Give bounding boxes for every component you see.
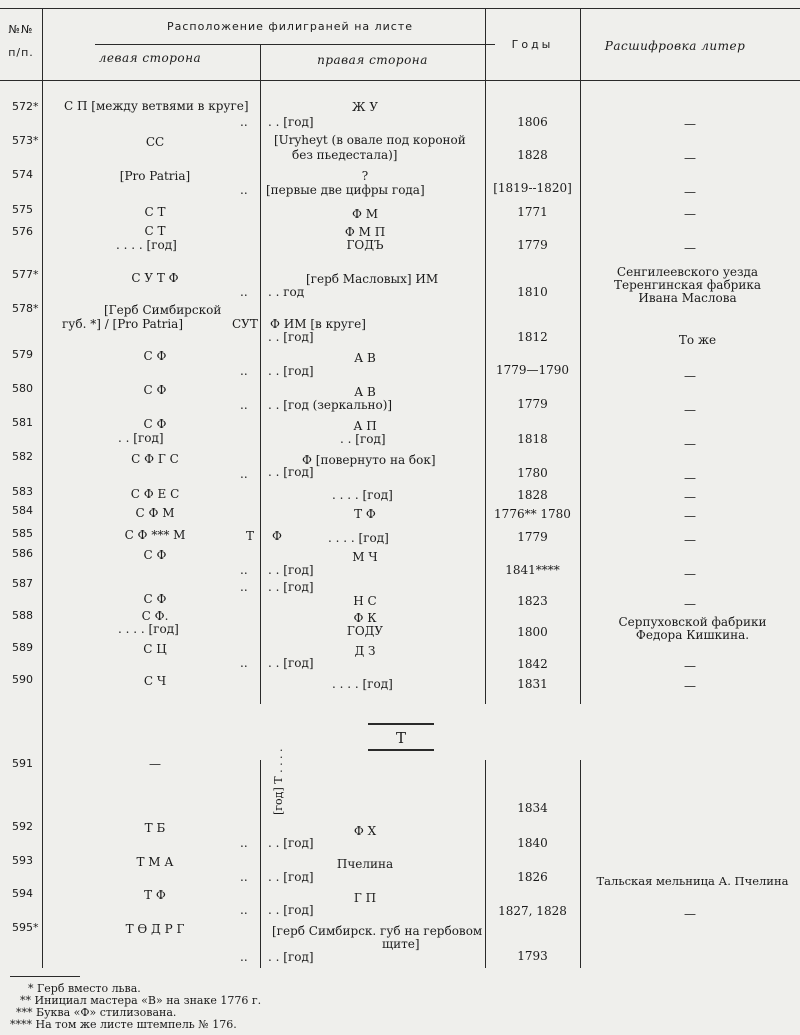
row-num: 585: [12, 527, 33, 540]
right-line1: [герб Масловых] ИМ: [306, 272, 439, 286]
right-line2: . . [год]: [268, 364, 314, 378]
footnote-2: ** Инициал мастера «В» на знаке 1776 г.: [20, 994, 262, 1007]
right-line2: . . [год (зеркально)]: [268, 398, 393, 412]
right-line1: Ф М: [351, 207, 379, 221]
decode: —: [684, 207, 696, 221]
row-num: 584: [12, 504, 33, 517]
row-num: 589: [12, 641, 33, 654]
top-rule: [0, 8, 800, 9]
year: 1828: [517, 148, 548, 162]
row-num: 580: [12, 382, 33, 395]
decode-line1: Сенгилеевского уезда: [616, 265, 759, 279]
left-line2: ..: [240, 580, 248, 594]
right-line1: Ф Х: [353, 824, 377, 838]
left-line1: С Ф.: [141, 609, 169, 623]
row-num: 583: [12, 485, 33, 498]
row-num: 591: [12, 757, 33, 770]
right-line2: . . [год]: [268, 580, 314, 594]
row-num: 586: [12, 547, 33, 560]
header-left-side: левая сторона: [98, 51, 202, 65]
year: 1834: [517, 801, 548, 815]
year: 1800: [517, 625, 548, 639]
left-line1: С Ф: [143, 592, 167, 606]
year: 1793: [517, 949, 548, 963]
left-line2: ..: [240, 563, 248, 577]
right-line2: . . [год]: [340, 432, 386, 446]
decode: Тальская мельница А. Пчелина: [596, 874, 789, 888]
right-line2: . . [год]: [268, 330, 314, 344]
decode: —: [684, 185, 696, 199]
left-line2: ..: [240, 398, 248, 412]
right-line2: . . . . [год]: [328, 531, 389, 545]
decode: —: [684, 403, 696, 417]
year: 1840: [517, 836, 548, 850]
left-line1: Т Ф: [144, 888, 166, 902]
section-letter: Т: [395, 729, 406, 747]
decode: —: [684, 907, 696, 921]
year: 1826: [517, 870, 548, 884]
row-num: 587: [12, 577, 33, 590]
left-line1: С Ф Г С: [131, 452, 179, 466]
row-num: 577*: [12, 268, 39, 281]
right-line2: без пьедестала)]: [292, 148, 398, 162]
left-line1: С Ф Е С: [130, 487, 180, 501]
year: 1842: [517, 657, 548, 671]
right-line1b: щите]: [382, 937, 420, 951]
decode: —: [684, 151, 696, 165]
right-line1: Г П: [353, 891, 377, 905]
year: 1776** 1780: [494, 507, 571, 521]
right-line1: Н С: [353, 594, 377, 608]
right-line1: М Ч: [352, 550, 378, 564]
left-line1: [Pro Patria]: [119, 169, 191, 183]
row-num: 575: [12, 203, 33, 216]
col-sep-2: [260, 44, 261, 968]
right-line1: Ф ИМ [в круге]: [270, 317, 366, 331]
decode: —: [684, 241, 696, 255]
decode: —: [684, 490, 696, 504]
decode: То же: [678, 333, 717, 347]
right-line2: . . [год]: [268, 465, 314, 479]
left-line3: Т: [246, 529, 255, 543]
row-num: 592: [12, 820, 33, 833]
row-num: 593: [12, 854, 33, 867]
decode: —: [684, 567, 696, 581]
decode-line1: Серпуховской фабрики: [618, 615, 767, 629]
right-line1: Ф М П: [344, 225, 386, 239]
year: [1819--1820]: [493, 181, 572, 195]
right-line2: . . [год]: [268, 903, 314, 917]
header-placement: Расположение филиграней на листе: [166, 20, 414, 33]
row-num: 573*: [12, 134, 39, 147]
left-line1: Т Б: [144, 821, 166, 835]
decode: —: [684, 597, 696, 611]
left-line1: С Ф: [143, 349, 167, 363]
year: 1831: [517, 677, 548, 691]
header-years: Годы: [511, 38, 554, 51]
section-rule-bottom: [368, 749, 434, 751]
row-num: 594: [12, 887, 33, 900]
footnote-1: * Герб вместо льва.: [28, 982, 141, 995]
row-num: 582: [12, 450, 33, 463]
left-line1: С Ч: [143, 674, 167, 688]
right-line2: . . год: [268, 285, 305, 299]
decode: —: [684, 117, 696, 131]
year: 1779—1790: [495, 363, 570, 377]
row-num: 578*: [12, 302, 39, 315]
left-line2: ..: [240, 836, 248, 850]
footnote-4: **** На том же листе штемпель № 176.: [10, 1018, 237, 1031]
right-line1: Ф: [272, 529, 282, 543]
left-line1: С Ф: [143, 383, 167, 397]
left-line1: С Ф *** М: [124, 528, 186, 542]
right-line2: . . [год]: [268, 836, 314, 850]
left-line2: ..: [240, 467, 248, 481]
left-line1: С Т: [144, 224, 166, 238]
right-line1: [герб Симбирск. губ на гербовом: [272, 924, 483, 938]
row-num: 572*: [12, 100, 39, 113]
right-line1: Т Ф: [354, 507, 376, 521]
year: 1841****: [505, 563, 560, 577]
year: 1810: [517, 285, 548, 299]
right-line1: Ф [повернуто на бок]: [302, 453, 436, 467]
left-line2: ..: [240, 950, 248, 964]
right-line2: ГОДЪ: [346, 238, 384, 252]
year: 1823: [517, 594, 548, 608]
decode: —: [684, 437, 696, 451]
left-line1: С П [между ветвями в круге]: [64, 99, 249, 113]
right-line1: Пчелина: [336, 857, 394, 871]
left-line2: ..: [240, 656, 248, 670]
section-rule-top: [368, 723, 434, 725]
left-line2: . . [год]: [118, 431, 164, 445]
right-line2: [первые две цифры года]: [266, 183, 425, 197]
left-line2: ..: [240, 870, 248, 884]
decode-line3: Ивана Маслова: [638, 291, 737, 305]
year: 1779: [517, 397, 548, 411]
row-num: 581: [12, 416, 33, 429]
year: 1828: [517, 488, 548, 502]
year: 1818: [517, 432, 548, 446]
right-line1-vertical: [год] Т . . . .: [272, 748, 285, 815]
left-line1: Т Ө Д Р Г: [125, 922, 185, 936]
year: 1827, 1828: [498, 904, 567, 918]
decode: —: [684, 471, 696, 485]
left-line2: губ. *] / [Pro Patria]: [62, 317, 184, 331]
left-line1: Т М А: [136, 855, 174, 869]
row-num: 590: [12, 673, 33, 686]
left-line2: ..: [240, 183, 248, 197]
left-line1: С Ф: [143, 548, 167, 562]
decode-line2: Теренгинская фабрика: [613, 278, 762, 292]
left-line3: СУТ: [232, 317, 258, 331]
year: 1780: [517, 466, 548, 480]
row-num: 595*: [12, 921, 39, 934]
year: 1812: [517, 330, 548, 344]
left-line2: ..: [240, 903, 248, 917]
right-line1: А В: [354, 351, 376, 365]
right-line1: Ф К: [353, 611, 377, 625]
sub-header-rule: [95, 44, 495, 45]
right-line1: А П: [353, 419, 377, 433]
left-line1: С Т: [144, 205, 166, 219]
year: 1779: [517, 238, 548, 252]
right-line2: . . [год]: [268, 115, 314, 129]
left-line1: СС: [145, 135, 165, 149]
left-line2: . . . . [год]: [118, 622, 179, 636]
right-line2: . . [год]: [268, 563, 314, 577]
left-line2: . . . . [год]: [116, 238, 177, 252]
header-right-side: правая сторона: [317, 53, 428, 67]
col-sep-1: [42, 8, 43, 968]
decode: —: [684, 509, 696, 523]
right-line2: . . [год]: [268, 950, 314, 964]
year: 1779: [517, 530, 548, 544]
year: 1771: [517, 205, 548, 219]
left-line2: ..: [240, 285, 248, 299]
row-num: 576: [12, 225, 33, 238]
left-line2: ..: [240, 115, 248, 129]
right-line1: [Uryheyt (в овале под короной: [274, 133, 466, 147]
header-rule: [0, 80, 800, 81]
row-num: 574: [12, 168, 33, 181]
left-line1: —: [149, 757, 161, 771]
footnote-rule: [10, 976, 80, 977]
right-line2: . . [год]: [268, 656, 314, 670]
year: 1806: [517, 115, 548, 129]
decode-line2: Федора Кишкина.: [635, 628, 750, 642]
decode: —: [684, 659, 696, 673]
decode: —: [684, 369, 696, 383]
row-num: 579: [12, 348, 33, 361]
left-line1: [Герб Симбирской: [104, 303, 222, 317]
right-line1: А В: [354, 385, 376, 399]
left-line1: С Ц: [143, 642, 167, 656]
right-line1: . . . . [год]: [332, 488, 393, 502]
header-decode: Расшифровка литер: [604, 39, 746, 53]
left-line1: С Ф: [143, 417, 167, 431]
right-line1: ?: [361, 169, 369, 183]
left-line1: С У Т Ф: [131, 271, 179, 285]
footnote-3: *** Буква «Ф» стилизована.: [16, 1006, 177, 1019]
col-sep-4: [580, 8, 581, 968]
header-num: №№: [8, 23, 34, 36]
left-line2: ..: [240, 364, 248, 378]
header-num2: п/п.: [8, 46, 34, 59]
right-line1: Ж У: [352, 100, 378, 114]
decode: —: [684, 533, 696, 547]
decode: —: [684, 679, 696, 693]
left-line1: С Ф М: [135, 506, 175, 520]
row-num: 588: [12, 609, 33, 622]
right-line2: . . [год]: [268, 870, 314, 884]
right-line1: . . . . [год]: [332, 677, 393, 691]
right-line2: ГОДУ: [346, 624, 384, 638]
right-line1: Д З: [354, 644, 376, 658]
